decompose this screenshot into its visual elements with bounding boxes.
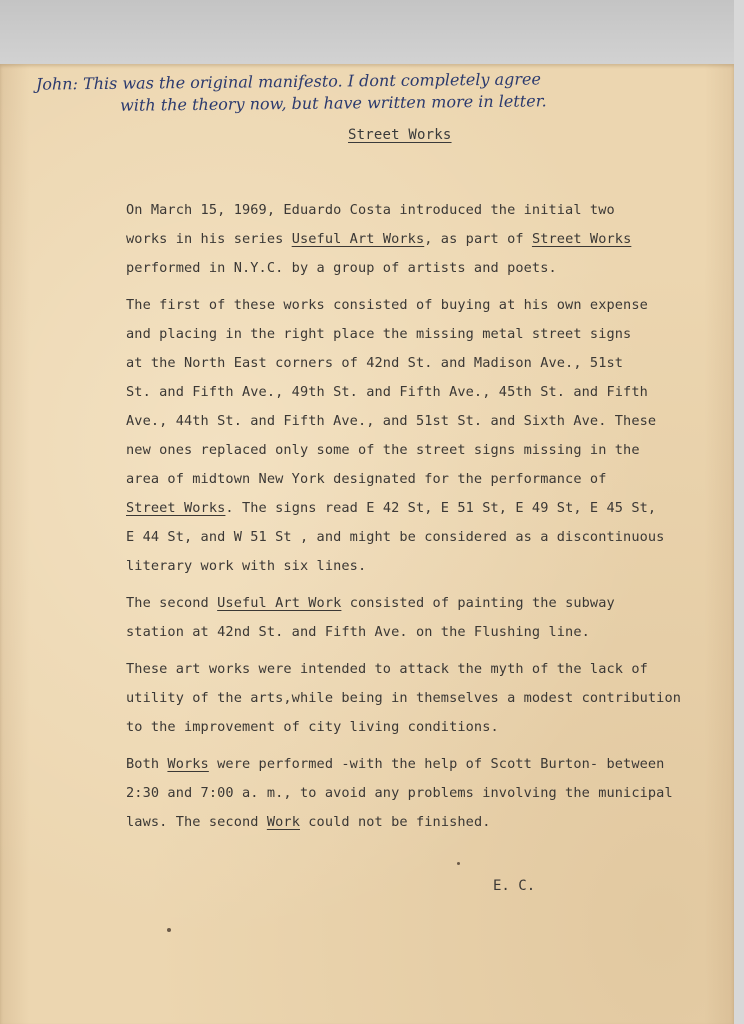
text-run: Both — [126, 756, 168, 772]
text-run: Ave., 44th St. and Fifth Ave., and 51st St. and Sixth Ave. These — [126, 413, 657, 429]
text-line — [126, 291, 738, 320]
text-line — [126, 349, 738, 378]
text-run: could not be finished. — [299, 814, 491, 830]
text-line — [126, 808, 738, 837]
text-run: , as part of — [424, 231, 532, 247]
text-run: at the North East corners of 42nd St. and Madison Ave., 51st — [126, 355, 624, 371]
text-line — [126, 618, 738, 647]
text-run: laws. The second — [126, 814, 267, 830]
text-run: consisted of painting the subway — [341, 595, 615, 611]
text-line — [126, 713, 738, 742]
text-run: literary work with six lines. — [126, 558, 367, 574]
underlined-title: Useful Art Works — [291, 231, 425, 247]
text-line — [126, 494, 738, 523]
text-line — [126, 684, 738, 713]
paragraph — [126, 750, 738, 837]
text-run: The first of these works consisted of buying at his own expense — [126, 297, 648, 313]
text-run: E 44 St, and W 51 St , and might be considered as a discontinuous — [126, 529, 665, 545]
text-line — [126, 589, 738, 618]
text-line — [126, 378, 738, 407]
text-line — [126, 523, 738, 552]
text-run: 2:30 and 7:00 a. m., to avoid any problems involving the municipal — [126, 785, 673, 801]
text-line — [126, 254, 738, 283]
handwritten-note-line: with the theory now, but have written more in letter. — [120, 91, 547, 115]
text-run: utility of the arts,while being in themselves a modest contribution — [126, 690, 682, 706]
text-line — [126, 225, 738, 254]
text-run: station at 42nd St. and Fifth Ave. on the Flushing line. — [126, 624, 590, 640]
paragraph — [126, 291, 738, 581]
underlined-title: Useful Art Work — [217, 595, 342, 611]
ink-speck — [167, 928, 171, 932]
handwritten-note — [36, 66, 736, 117]
text-run: new ones replaced only some of the street signs missing in the — [126, 442, 640, 458]
text-run: The second — [126, 595, 218, 611]
text-run: performed in N.Y.C. by a group of artists and poets. — [126, 260, 557, 276]
text-run: On March 15, 1969, Eduardo Costa introduced the initial two — [126, 202, 615, 218]
text-run: These art works were intended to attack the myth of the lack of — [126, 661, 648, 677]
text-line — [126, 465, 738, 494]
signature-initials: E. C. — [493, 878, 536, 894]
text-line — [126, 750, 738, 779]
underlined-title: Works — [167, 756, 209, 772]
underlined-title: Work — [266, 814, 300, 830]
paragraph — [126, 655, 738, 742]
typed-body — [126, 196, 738, 845]
text-line — [126, 320, 738, 349]
text-run: were performed -with the help of Scott Burton- between — [208, 756, 665, 772]
text-run: St. and Fifth Ave., 49th St. and Fifth Ave., 45th St. and Fifth — [126, 384, 648, 400]
document-title: Street Works — [348, 127, 452, 143]
text-run: to the improvement of city living conditions. — [126, 719, 499, 735]
ink-speck — [457, 862, 460, 865]
text-line — [126, 552, 738, 581]
text-run: area of midtown New York designated for the performance of — [126, 471, 607, 487]
text-run: . The signs read E 42 St, E 51 St, E 49 St, E 45 St, — [225, 500, 657, 516]
text-line — [126, 655, 738, 684]
text-run: works in his series — [126, 231, 292, 247]
paragraph — [126, 589, 738, 647]
text-line — [126, 436, 738, 465]
text-line — [126, 196, 738, 225]
text-run: and placing in the right place the missing metal street signs — [126, 326, 632, 342]
scanner-background — [0, 0, 744, 64]
underlined-title: Street Works — [531, 231, 632, 247]
text-line — [126, 779, 738, 808]
paragraph — [126, 196, 738, 283]
underlined-title: Street Works — [126, 500, 226, 516]
text-line — [126, 407, 738, 436]
handwritten-note-line: John: This was the original manifesto. I dont completely agree — [35, 69, 542, 94]
